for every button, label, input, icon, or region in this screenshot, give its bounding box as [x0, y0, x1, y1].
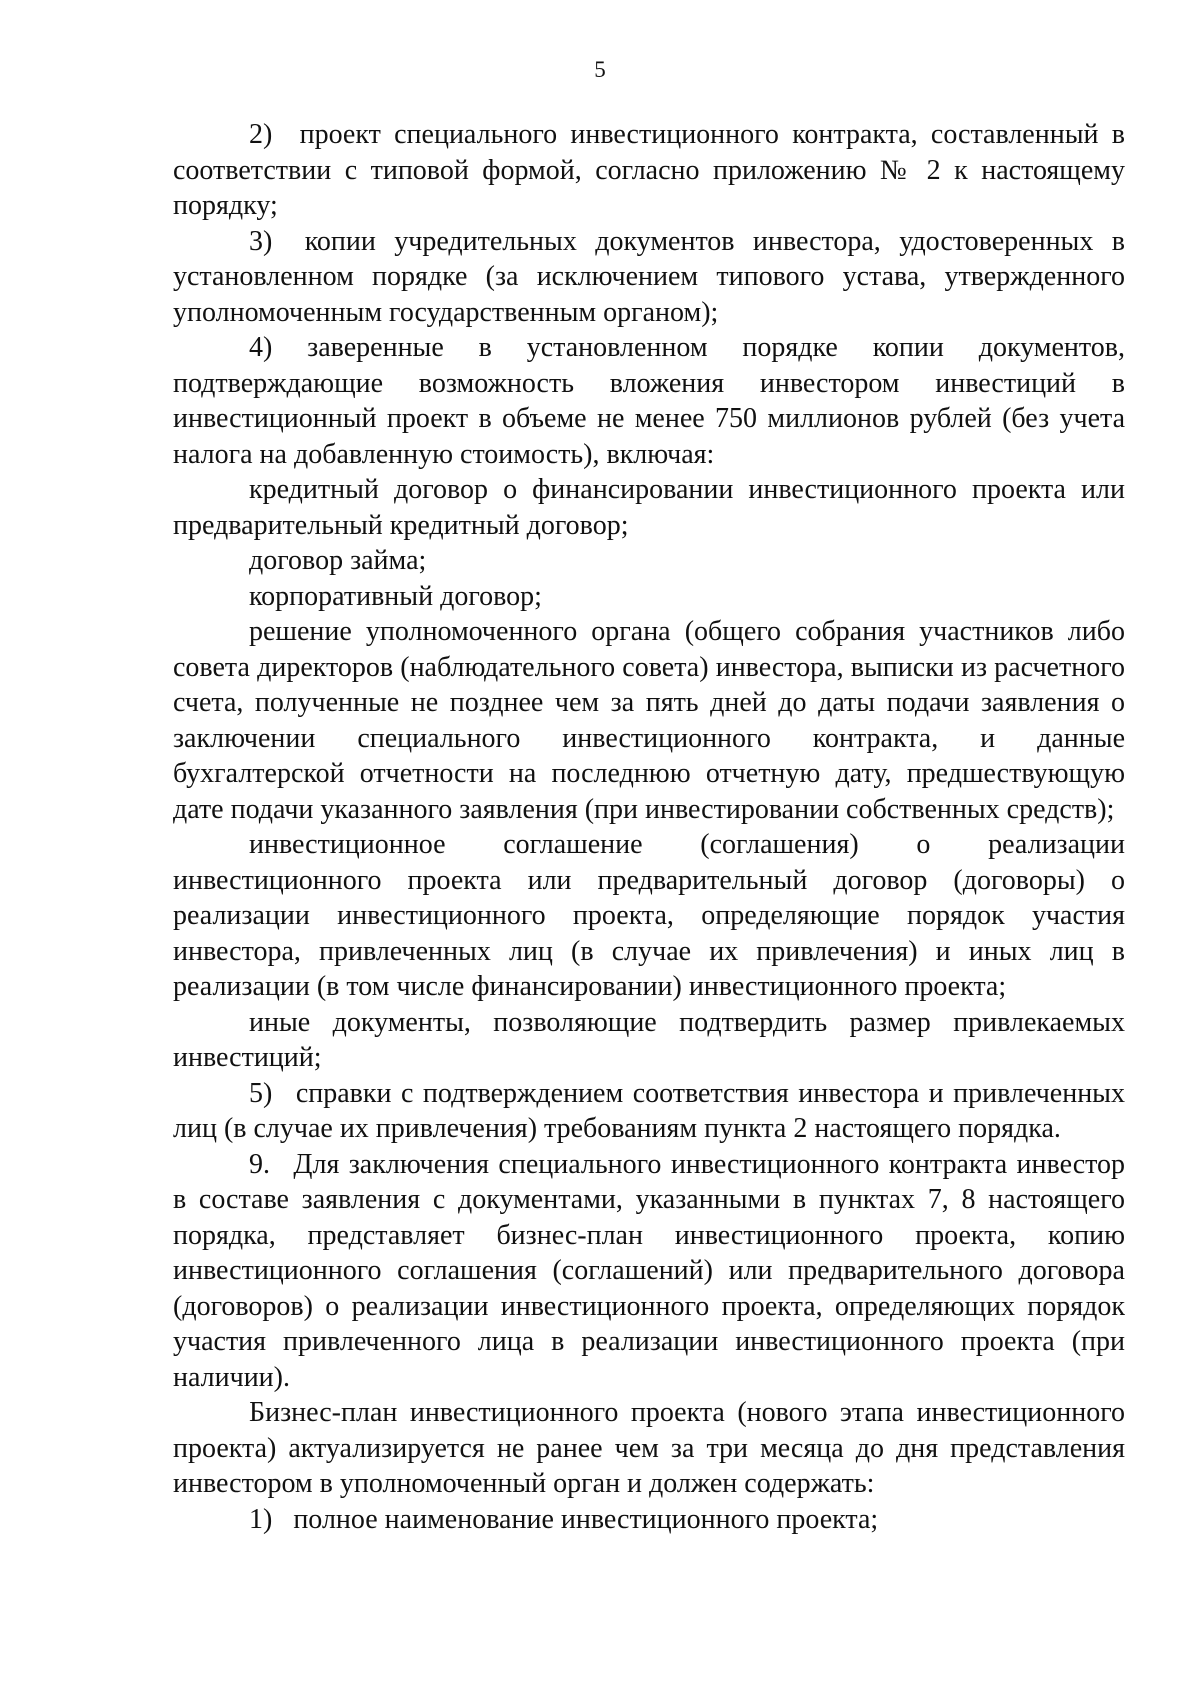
- business-plan-paragraph: Бизнес-план инвестиционного проекта (нового этапа инвестиционного проекта) актуализируется не ранее чем за три месяца до дня представления инвестором в уполномоченный орган и должен содержать:: [173, 1397, 1125, 1499]
- document-body: [173, 117, 1125, 1537]
- page-number: 5: [594, 57, 606, 82]
- subitem-authorized-body-decision: решение уполномоченного органа (общего собрания участников либо совета директоров (наблюдательного совета) инвестора, выписки из расчетного счета, полученные не позднее чем за пять дней до даты подачи заявления о заключении специального инвестиционного контракта, и данные бухгалтерской отчетности на последнюю отчетную дату, предшествующую дате подачи указанного заявления (при инвестировании собственных средств);: [173, 616, 1125, 825]
- subitem-credit-agreement: кредитный договор о финансировании инвестиционного проекта или предварительный кредитный договор;: [173, 474, 1125, 541]
- list-item-5-certificates: 5) справки с подтверждением соответствия инвестора и привлеченных лиц (в случае их привлечения) требованиям пункта 2 настоящего порядка.: [173, 1077, 1125, 1144]
- subitem-investment-agreement: инвестиционное соглашение (соглашения) о реализации инвестиционного проекта или предварительный договор (договоры) о реализации инвестиционного проекта, определяющие порядок участия инвестора, привлеченных лиц (в случае их привлечения) и иных лиц в реализации (в том числе финансировании) инвестиционного проекта;: [173, 829, 1125, 1002]
- list-item-4-investment-capacity: 4) заверенные в установленном порядке копии документов, подтверждающие возможность вложения инвестором инвестиций в инвестиционный проект в объеме не менее 750 миллионов рублей (без учета налога на добавленную стоимость), включая:: [173, 332, 1125, 470]
- clause-9: 9. Для заключения специального инвестиционного контракта инвестор в составе заявления с документами, указанными в пунктах 7, 8 настоящего порядка, представляет бизнес-план инвестиционного проекта, копию инвестиционного соглашения (соглашений) или предварительного договора (договоров) о реализации инвестиционного проекта, определяющих порядок участия привлеченного лица в реализации инвестиционного проекта (при наличии).: [173, 1148, 1125, 1393]
- subitem-other-documents: иные документы, позволяющие подтвердить размер привлекаемых инвестиций;: [173, 1006, 1125, 1073]
- business-plan-item-1: 1) полное наименование инвестиционного проекта;: [249, 1503, 879, 1535]
- subitem-loan-agreement: договор займа;: [249, 545, 427, 576]
- list-item-3-founding-documents: 3) копии учредительных документов инвестора, удостоверенных в установленном порядке (за исключением типового устава, утвержденного уполномоченным государственным органом);: [173, 225, 1125, 328]
- subitem-corporate-agreement: корпоративный договор;: [249, 580, 542, 612]
- list-item-2-draft-contract: 2) проект специального инвестиционного контракта, составленный в соответствии с типовой формой, согласно приложению № 2 к настоящему порядку;: [173, 119, 1125, 221]
